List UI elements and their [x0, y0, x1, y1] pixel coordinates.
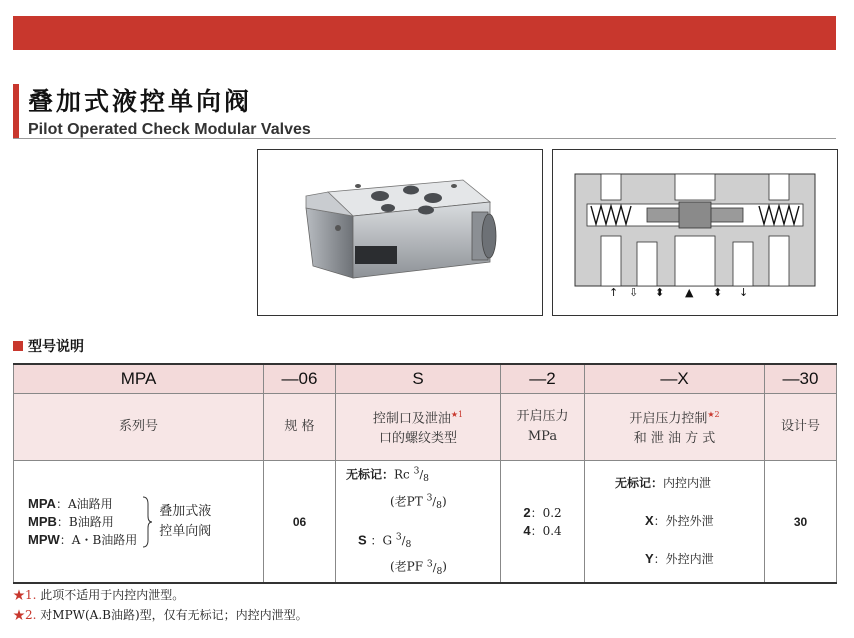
thread-s-value: ：G	[370, 533, 393, 548]
thread-s-label: S	[358, 532, 367, 548]
frac-den: 8	[405, 539, 412, 551]
section-marker	[13, 341, 23, 351]
page-title: 叠加式液控单向阀	[28, 87, 253, 116]
frac-num: 3	[426, 558, 433, 570]
pressure-cell	[501, 461, 585, 584]
star2-mark: ★2	[707, 409, 720, 419]
head-pressure	[501, 394, 585, 461]
thread-s-old: (老PF	[390, 560, 424, 574]
svg-text:▲: ▲	[685, 286, 694, 299]
series-code: MPW	[28, 531, 60, 547]
thread-none-old: (老PT	[390, 494, 423, 509]
drain-x-code: X	[645, 513, 654, 528]
section-diagram	[552, 149, 838, 316]
drain-none-value: 内控内泄	[663, 476, 712, 490]
head-thread	[336, 394, 501, 461]
pressure-value: ：0.2	[530, 505, 562, 520]
series-code: MPB	[28, 513, 57, 529]
head-thread-line2: 口的螺纹类型	[378, 431, 457, 447]
drain-y-code: Y	[645, 551, 654, 566]
paren-close: )	[441, 494, 447, 509]
thread-none-label: 无标记：	[346, 467, 395, 482]
code-series: MPA	[14, 364, 264, 394]
value-row	[14, 461, 837, 584]
code-design: —30	[765, 364, 837, 394]
head-pressure-unit: MPa	[527, 429, 558, 444]
head-drain	[585, 394, 765, 461]
head-drain-line1: 开启压力控制	[629, 411, 708, 427]
series-code: MPA	[28, 495, 56, 511]
head-pressure-line1: 开启压力	[516, 409, 569, 424]
footnote-text: 对MPW(A.B油路)型，仅有无标记；内控内泄型。	[40, 608, 308, 622]
head-series: 系列号	[14, 394, 264, 461]
series-desc: ：A油路用	[55, 496, 113, 511]
top-banner	[13, 16, 836, 50]
code-thread: S	[336, 364, 501, 394]
brace-icon	[141, 496, 153, 548]
svg-text:↑: ↑	[609, 286, 619, 299]
drain-none-label: 无标记：	[615, 476, 664, 490]
section-label: 型号说明	[28, 339, 84, 355]
header-row	[14, 394, 837, 461]
series-item	[28, 531, 137, 549]
title-divider	[13, 138, 836, 139]
svg-text:↓: ↓	[739, 286, 749, 299]
thread-none-value: Rc	[394, 467, 410, 482]
footnote-mark: ★1.	[13, 588, 37, 602]
series-group-line1: 叠加式液	[159, 503, 212, 519]
pressure-code: 2	[523, 504, 531, 520]
pressure-value: ：0.4	[530, 523, 562, 538]
frac-den: 8	[423, 473, 429, 485]
code-size: —06	[264, 364, 336, 394]
head-drain-line2: 和 泄 油 方 式	[633, 431, 716, 447]
svg-text:⬍: ⬍	[655, 286, 665, 299]
model-code-table	[13, 363, 837, 584]
design-value: 30	[765, 461, 837, 584]
cross-section-illustration	[553, 150, 837, 315]
series-desc: ：A・B油路用	[59, 532, 138, 547]
code-drain: —X	[585, 364, 765, 394]
head-thread-line1: 控制口及泄油	[372, 411, 451, 427]
paren-close: )	[442, 560, 447, 574]
frac-den: 8	[436, 566, 443, 578]
footnote-mark: ★2.	[13, 608, 37, 622]
code-row	[14, 364, 837, 394]
product-photo	[257, 149, 543, 316]
valve-illustration	[258, 150, 542, 315]
svg-text:⬍: ⬍	[713, 286, 723, 299]
frac-num: 3	[413, 465, 420, 477]
series-cell	[14, 461, 264, 584]
code-pressure: —2	[501, 364, 585, 394]
frac-den: 8	[436, 500, 442, 512]
head-design: 设计号	[765, 394, 837, 461]
frac-num: 3	[395, 531, 402, 543]
star1-mark: ★1	[450, 409, 464, 419]
drain-x-value: ：外控外泄	[653, 514, 714, 528]
page-subtitle: Pilot Operated Check Modular Valves	[28, 121, 311, 138]
series-item	[28, 495, 137, 513]
series-desc: ：B油路用	[56, 514, 114, 529]
head-size: 规 格	[264, 394, 336, 461]
pressure-code: 4	[523, 522, 531, 538]
series-item	[28, 513, 137, 531]
size-value: 06	[264, 461, 336, 584]
series-group-line2: 控单向阀	[159, 523, 212, 539]
drain-y-value: ：外控内泄	[653, 552, 714, 566]
section-heading	[13, 336, 84, 356]
thread-cell: 无标记：Rc $^3/_8$ (老PT $^3/_8$) S ：G $^3/_8$ (老PF $^3/_8$)	[336, 461, 501, 584]
frac-num: 3	[426, 492, 433, 504]
footnote-text: 此项不适用于内控内泄型。	[40, 588, 185, 602]
title-accent-bar	[13, 84, 19, 139]
drain-cell	[585, 461, 765, 584]
footnote-2	[13, 606, 308, 623]
svg-text:⇩: ⇩	[629, 286, 639, 299]
footnote-1	[13, 586, 184, 603]
